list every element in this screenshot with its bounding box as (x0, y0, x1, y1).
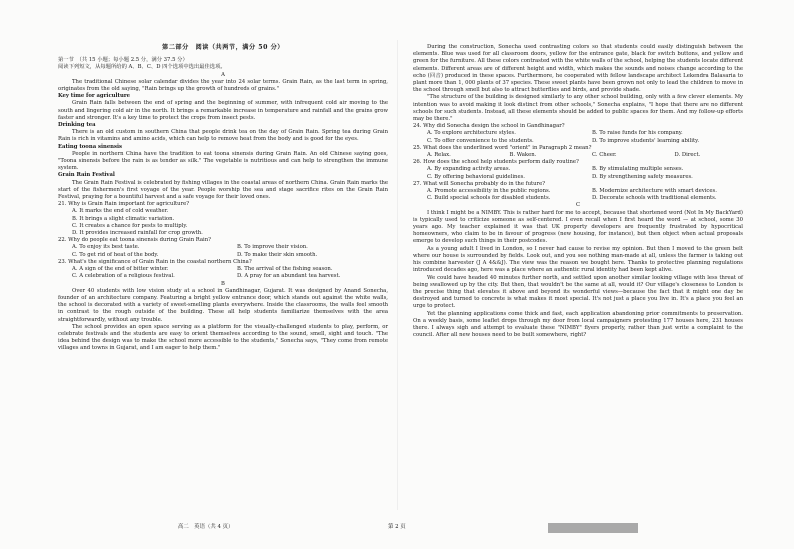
q24-option-a: A. To explore architecture styles. (427, 130, 516, 137)
question-24-stem: 24. Why did Sonecha design the school in Gandhinagar? (413, 123, 565, 130)
q24-option-c: C. To offer convenience to the students. (427, 137, 534, 144)
section-sub: 第一节 （共 15 小题；每小题 2.5 分，满分 37.5 分） (58, 57, 188, 64)
q22-options (58, 244, 388, 258)
q27-option-d: D. Decorate schools with traditional elements. (592, 195, 717, 202)
q25-option-a: A. Relax. (427, 152, 451, 159)
q26-options (413, 166, 743, 180)
section-instruction: 阅读下列短文，从每题所给的 A、B、C、D 四个选项中选出最佳选项。 (58, 64, 226, 71)
q24-options (413, 130, 743, 144)
q27-option-a: A. Promote accessibility in the public regions. (427, 188, 551, 195)
column-divider (397, 40, 398, 510)
question-25-stem: 25. What does the underlined word "orient" in Paragraph 2 mean? (413, 144, 592, 151)
q23-options (58, 266, 388, 280)
passage-a-heading-1: Key time for agriculture (58, 93, 130, 100)
q22-option-b: B. To improve their vision. (237, 244, 308, 251)
q23-option-c: C. A celebration of a religious festival. (72, 273, 175, 280)
q23-option-d: D. A pray for an abundant tea harvest. (237, 273, 341, 280)
passage-a-para-2: There is an old custom in southern China that people drink tea on the day of Grain Rain. Spring tea during Grain Rain is rich in vitamins and amino acids, which can help to remove heat from the body and is good for the eyes. (58, 129, 388, 143)
q26-option-b: B. By stimulating multiple senses. (592, 166, 684, 173)
passage-b-para-4: "The structure of the building is designed similarly to any other school building, only with a few clever elements. My intention was to avoid making it look distinct from other schools," Sonecha explains, "I hope that there are no different schools for such students. Instead, all these elements should be added to public spaces for them. And my follow-up efforts may be there." (413, 94, 743, 123)
q25-options (413, 152, 743, 159)
passage-a-letter: A (221, 71, 225, 78)
question-22-stem: 22. Why do people eat toona sinensis during Grain Rain? (58, 237, 212, 244)
redacted-box (548, 523, 638, 533)
q27-option-c: C. Build special schools for disabled students. (427, 195, 551, 202)
passage-a-heading-3: Eating toona sinensis (58, 143, 123, 150)
q26-option-a: A. By expanding activity areas. (427, 166, 511, 173)
passage-c-para-2: As a young adult I lived in London, so I never had cause to revise my opinion. But then I moved to the green belt where our house is surrounded by fields. Look out, and you see nothing man-made at all, unless the farmer is taking out his combine harvester (J A 4&&J). The view was the reason we bought here. Thanks to protective planning regulations introduced decades ago, here was a place where an authentic rural identity had been kept alive. (413, 245, 743, 274)
passage-a-para-3: People in northern China have the tradition to eat toona sinensis during Grain Rain. An old Chinese saying goes, "Toona sinensis before the rain is as tender as silk." The vegetable is nutritious and can help to strengthen the immune system. (58, 150, 388, 172)
question-27-stem: 27. What will Sonecha probably do in the future? (413, 180, 546, 187)
passage-b-para-1: Over 40 students with low vision study at a school in Gandhinagar, Gujarat. It was designed by Anand Sonecha, founder of an architecture company. Featuring a bright yellow entrance door, which stands out against the white walls, the school is decorated with a variety of sweet-smelling plants everywhere. Inside the classrooms, the walls feel smooth in contrast to the rough outside of the building. These all help students familiarize themselves with the area straightforwardly, without any trouble. (58, 287, 388, 323)
footer-left: 高二 英语（共 4 页） (178, 524, 234, 530)
passage-b-para-2: The school provides an open space serving as a platform for the visually-challenged students to play, perform, or celebrate festivals and the students are easy to orient themselves according to the sound, smell, sight and touch. "The idea behind the design was to make the school more accessible to the students," Sonecha says, "They come from remote villages and towns in Gujarat, and I am eager to help them." (58, 323, 388, 352)
q22-option-c: C. To get rid of heat of the body. (72, 251, 159, 258)
q27-options (413, 188, 743, 202)
passage-c-para-1: I think I might be a NIMBY. This is rather hard for me to accept, because that shortened word (Not In My BackYard) is typically used to criticize someone as self-centered. I even recall when I first heard the word — at school, some 30 years ago. My teacher explained it was that UK property developers are frequently frustrated by hypocritical homeowners, who claim to be in favour of progress (new housing, for instance), but then object when actual proposals emerge to develop such things in their postcodes. (413, 209, 743, 245)
q25-option-b: B. Waken. (509, 152, 537, 159)
q22-option-a: A. To enjoy its best taste. (72, 244, 140, 251)
passage-b-letter: B (221, 280, 225, 287)
q27-option-b: B. Modernize architecture with smart devices. (592, 188, 717, 195)
q22-option-d: D. To make their skin smooth. (237, 251, 318, 258)
q21-option-c: C. It creates a chance for pests to multiply. (72, 222, 188, 229)
section-title: 第二部分 阅读（共两节，满分 50 分） (162, 44, 284, 51)
q21-option-b: B. It brings a slight climatic variation. (72, 215, 175, 222)
q23-option-a: A. A sign of the end of bitter winter. (72, 266, 169, 273)
passage-c-para-4: Yet the planning applications come thick and fast, each application abandoning prior commitments to preservation. On a weekly basis, some leaflet drops through my door from local campaigners protesting 177 houses here, 231 houses there. I always sigh and attempt to evaluate these "NIMBY" flyers properly, rather than just write a complaint to the council. After all new houses need to be built somewhere, right? (413, 310, 743, 339)
left-column (58, 44, 388, 353)
passage-a-heading-2: Drinking tea (58, 122, 96, 129)
q25-option-d: D. Direct. (674, 152, 701, 159)
q24-option-d: D. To improve students' learning ability. (592, 137, 700, 144)
footer-page-number: 第 2 页 (388, 524, 406, 530)
q23-option-b: B. The arrival of the fishing season. (237, 266, 333, 273)
passage-a-intro: The traditional Chinese solar calendar divides the year into 24 solar terms. Grain Rain, as the last term in spring, originates from the old saying, "Rain brings up the growth of hundreds of grains." (58, 78, 388, 93)
passage-c-letter: C (575, 202, 581, 209)
passage-b-para-3: During the construction, Sonecha used contrasting colors so that students could easily distinguish between the elements. Blue was used for all classroom doors, yellow for the entrance gate, black for switch buttons, and yellow and green for the furniture. All these colors contrasted with the white walls of the school, helping the students locate different elements. Different areas are of different height and width, which makes the sounds and noises change according to the echo (回音) produced in these spaces. Furthermore, he cooperated with fellow landscape architect Lekendra Balasaria to plant more than 1, 000 plants of 37 species. These sweet plants have been grown not only to lead the children to move in the school through smell but also to attract butterflies and birds, and provide shade. (413, 44, 743, 94)
question-21-stem: 21. Why is Grain Rain important for agriculture? (58, 201, 190, 208)
passage-a-heading-4: Grain Rain Festival (58, 172, 115, 179)
question-23-stem: 23. What's the significance of Grain Rain in the coastal northern China? (58, 258, 252, 265)
question-26-stem: 26. How does the school help students perform daily routine? (413, 159, 579, 166)
q21-option-d: D. It provides increased rainfall for crop growth. (72, 230, 203, 237)
q21-option-a: A. It marks the end of cold weather. (72, 208, 169, 215)
q26-option-c: C. By offering behavioral guidelines. (427, 173, 525, 180)
right-column (413, 44, 743, 339)
q25-option-c: C. Cheer. (592, 152, 617, 159)
q26-option-d: D. By strengthening safety measures. (592, 173, 693, 180)
q24-option-b: B. To raise funds for his company. (592, 130, 683, 137)
passage-c-para-3: We could have headed 40 minutes further north, and settled upon another similar looking village with less threat of being swallowed up by the city. But then, that wouldn't be the same at all, would it? Our village's closeness to London is the precise thing that elevates it above and beyond its wonderful views—because the fact that it might one day be destroyed and turned to concrete is what makes it most special. It's not just a place you live in. It's a place you feel an urge to protect. (413, 274, 743, 310)
passage-a-para-4: The Grain Rain Festival is celebrated by fishing villages in the coastal areas of northern China. Grain Rain marks the start of the fishermen's first voyage of the year. People worship the sea and stage sacrifice rites on the Grain Rain Festival, praying for a bountiful harvest and a safe voyage for their loved ones. (58, 179, 388, 201)
passage-a-para-1: Grain Rain falls between the end of spring and the beginning of summer, with infrequent cold air moving to the south and lingering cold air in the north. It brings a remarkable increase in temperature and rainfall and the grains grow faster and stronger. It's a key time to protect the crops from insect pests. (58, 100, 388, 121)
